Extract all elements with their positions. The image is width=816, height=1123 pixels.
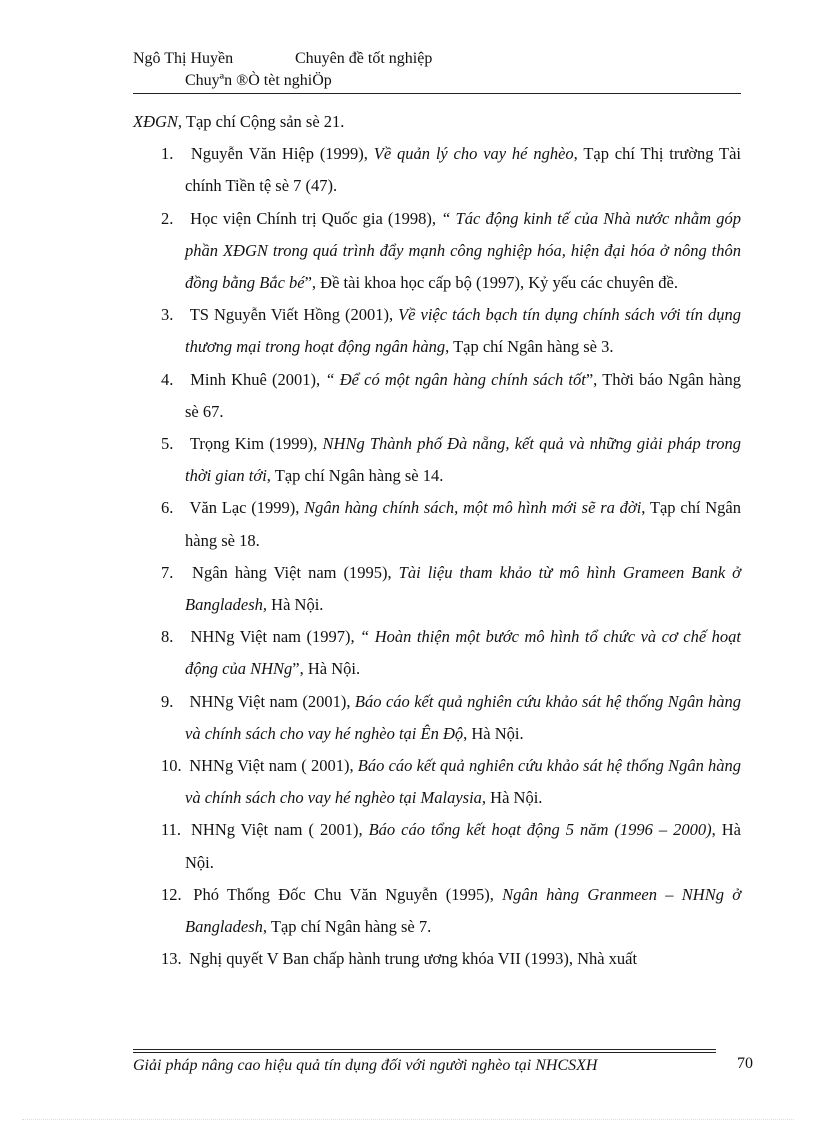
header-subtitle: Chuyªn ®Ò tèt nghiÖp — [185, 72, 332, 89]
footer-rule — [133, 1049, 716, 1050]
header-title: Chuyên đề tốt nghiệp — [295, 50, 433, 67]
reference-author: Phó Thống Đốc Chu Văn Nguyễn (1995), — [193, 884, 503, 904]
reference-item — [133, 138, 741, 202]
reference-item — [133, 750, 741, 814]
document-body — [133, 106, 741, 975]
reference-number: 9. — [161, 691, 174, 711]
reference-item — [133, 557, 741, 621]
reference-number: 6. — [161, 498, 174, 518]
reference-item — [133, 428, 741, 492]
reference-source: , Tạp chí Ngân hàng sè 14. — [266, 466, 444, 486]
reference-source: , Hà Nội. — [463, 723, 524, 743]
reference-author: Minh Khuê (2001), — [190, 369, 326, 389]
reference-author: NHNg Việt nam (1997) — [190, 627, 351, 647]
reference-author: Nghị quyết V Ban chấp hành trung ương khóa VII (1993), Nhà xuất — [189, 949, 638, 969]
reference-item — [133, 492, 741, 556]
reference-title: NHNg Thành phố Đà nẵng, kết quả và những giải pháp trong thời gian tới — [185, 434, 741, 486]
reference-number: 8. — [161, 627, 174, 647]
reference-source: , Tạp chí Ngân hàng sè 7. — [262, 917, 432, 937]
reference-number: 7. — [161, 562, 174, 582]
page-number: 70 — [737, 1055, 753, 1072]
reference-title: Về quản lý cho vay hé nghèo — [373, 144, 574, 164]
reference-source: ”, Đề tài khoa học cấp bộ (1997), Kỷ yếu các chuyên đề. — [304, 273, 679, 293]
header-row — [133, 48, 741, 70]
page-header — [133, 48, 741, 92]
reference-title: “ Tác động kinh tế của Nhà nước nhằm góp phần XĐGN trong quá trình đẩy mạnh công nghiệp hóa, hiện đại hóa ở nông thôn đồng bằng Bắc bé — [185, 208, 741, 293]
reference-item — [133, 814, 741, 878]
reference-number: 12. — [161, 884, 182, 904]
footer-rule-double — [133, 1052, 716, 1053]
reference-title: Báo cáo kết quả nghiên cứu khảo sát hệ thống Ngân hàng và chính sách cho vay hé nghèo tại Malaysia — [185, 756, 742, 808]
reference-source: , Tạp chí Ngân hàng sè 3. — [445, 337, 614, 357]
reference-number: 1. — [161, 144, 174, 164]
page-bottom-divider — [22, 1119, 794, 1120]
reference-author: NHNg Việt nam (2001), — [189, 691, 355, 711]
page-footer: Giải pháp nâng cao hiệu quả tín dụng đối với người nghèo tại NHCSXH — [133, 1057, 598, 1074]
reference-item — [133, 203, 741, 300]
reference-item — [133, 621, 741, 685]
continued-reference-italic: XĐGN — [133, 112, 178, 131]
reference-author: Nguyễn Văn Hiệp (1999), — [190, 144, 374, 164]
reference-author: Văn Lạc (1999), — [189, 498, 305, 518]
reference-author: Trọng Kim (1999), — [189, 434, 323, 454]
reference-source: , Hà Nội. — [185, 820, 742, 872]
reference-title: Ngân hàng Granmeen – NHNg ở Bangladesh — [185, 884, 742, 937]
reference-title: Báo cáo tổng kết hoạt động 5 năm (1996 – 2000) — [368, 820, 712, 840]
reference-item — [133, 686, 741, 750]
reference-item — [133, 943, 741, 975]
reference-author: NHNg Việt nam ( 2001), — [191, 820, 369, 840]
continued-reference — [133, 106, 741, 138]
reference-source: ”, Thời báo Ngân hàng sè 67. — [185, 369, 742, 421]
reference-source: , Hà Nội. — [481, 788, 543, 808]
header-rule — [133, 93, 741, 94]
reference-item — [133, 364, 741, 428]
reference-list — [133, 138, 741, 975]
reference-title: Về việc tách bạch tín dụng chính sách với tín dụng thương mại trong hoạt động ngân hàng — [185, 305, 741, 357]
reference-item — [133, 299, 741, 363]
header-author: Ngô Thị Huyền — [133, 50, 234, 67]
reference-source: ”, Hà Nội. — [292, 659, 361, 679]
reference-number: 11. — [161, 820, 182, 840]
reference-source: , Tạp chí Ngân hàng sè 18. — [185, 498, 741, 550]
reference-source: , Tạp chí Thị trường Tài chính Tiền tệ sè 7 (47). — [185, 144, 741, 196]
reference-number: 5. — [161, 434, 174, 454]
reference-title: Ngân hàng chính sách, một mô hình mới sẽ ra đời — [304, 498, 642, 518]
reference-number: 3. — [161, 305, 174, 325]
reference-title: Tài liệu tham khảo từ mô hình Grameen Bank ở Bangladesh, — [185, 562, 741, 615]
reference-author: TS Nguyễn Viết Hồng (2001), — [189, 305, 399, 325]
continued-reference-text: , Tạp chí Cộng sản sè 21. — [177, 112, 345, 131]
reference-number: 13. — [161, 949, 182, 969]
reference-source: Hà Nội. — [267, 595, 324, 615]
reference-number: 10. — [161, 756, 182, 776]
reference-number: 2. — [161, 208, 174, 228]
reference-title: “ Để có một ngân hàng chính sách tốt — [325, 369, 586, 389]
reference-author: NHNg Việt nam ( 2001), — [189, 756, 358, 776]
reference-number: 4. — [161, 369, 174, 389]
reference-author: Ngân hàng Việt nam (1995), — [192, 562, 399, 582]
reference-author: Học viện Chính trị Quốc gia (1998), — [190, 208, 442, 228]
reference-title: Báo cáo kết quả nghiên cứu khảo sát hệ thống Ngân hàng và chính sách cho vay hé nghèo tại Ên Độ — [185, 691, 741, 743]
reference-item — [133, 879, 741, 943]
reference-title: , “ Hoàn thiện một bước mô hình tổ chức và cơ chế hoạt động của NHNg — [185, 627, 741, 679]
